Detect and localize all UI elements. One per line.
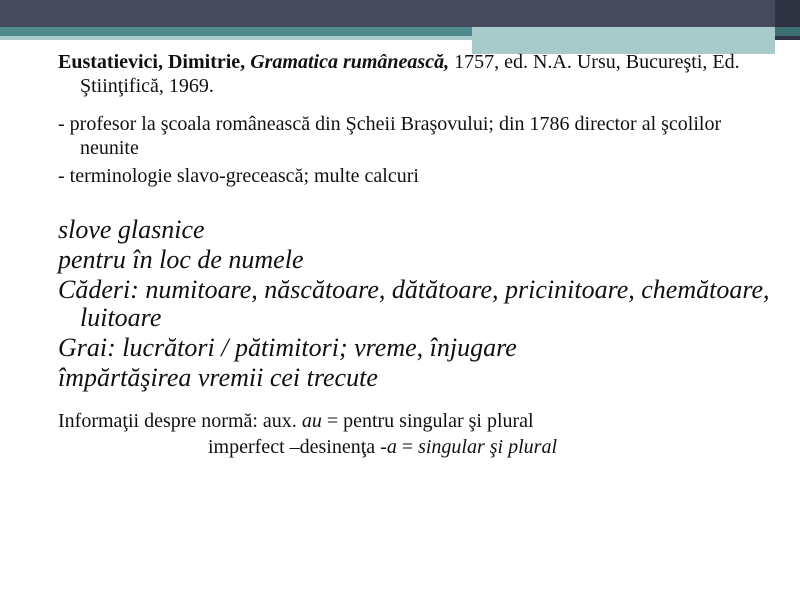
norm-aux-suffix: = pentru singular şi plural (326, 410, 534, 432)
slide-content (58, 50, 778, 460)
norm-imperfect-suffix: singular şi plural (418, 436, 558, 458)
norm-line-aux (58, 408, 778, 434)
term-pentru: pentru în loc de numele (58, 245, 304, 274)
norm-line-imperfect (58, 434, 778, 460)
term-imparta: împărtăşirea vremii cei trecute (58, 363, 378, 392)
bullet-terminologie: - terminologie slavo-grecească; multe calcuri (58, 165, 419, 187)
term-grai: Grai: lucrători / pătimitori; vreme, înjugare (58, 333, 517, 362)
norm-imperfect-prefix: imperfect –desinenţa - (208, 436, 387, 458)
norm-imperfect-eq: = (396, 436, 419, 458)
term-slove-glasnice: slove glasnice (58, 215, 205, 244)
norm-aux-term: au (301, 410, 322, 432)
term-caderi: Căderi: numitoare, născătoare, dătătoare, pricinitoare, chemătoare, luitoare (58, 275, 770, 332)
reference-author: Eustatievici, Dimitrie, (58, 51, 246, 73)
norm-aux-prefix: Informaţii despre normă: aux. (58, 410, 297, 432)
bibliographic-reference (58, 50, 778, 98)
reference-title: Gramatica rumânească, (250, 51, 450, 73)
header-right-teal-block (775, 27, 800, 36)
bullet-profesor: - profesor la şcoala românească din Şcheii Braşovului; din 1786 director al şcolilor neunite (58, 113, 722, 159)
reference-details: 1757, ed. N.A. Ursu, Bucureşti, Ed. Ştiinţifică, 1969. (80, 51, 740, 97)
header-dark-band (0, 0, 800, 27)
norm-imperfect-term: a (386, 436, 397, 458)
